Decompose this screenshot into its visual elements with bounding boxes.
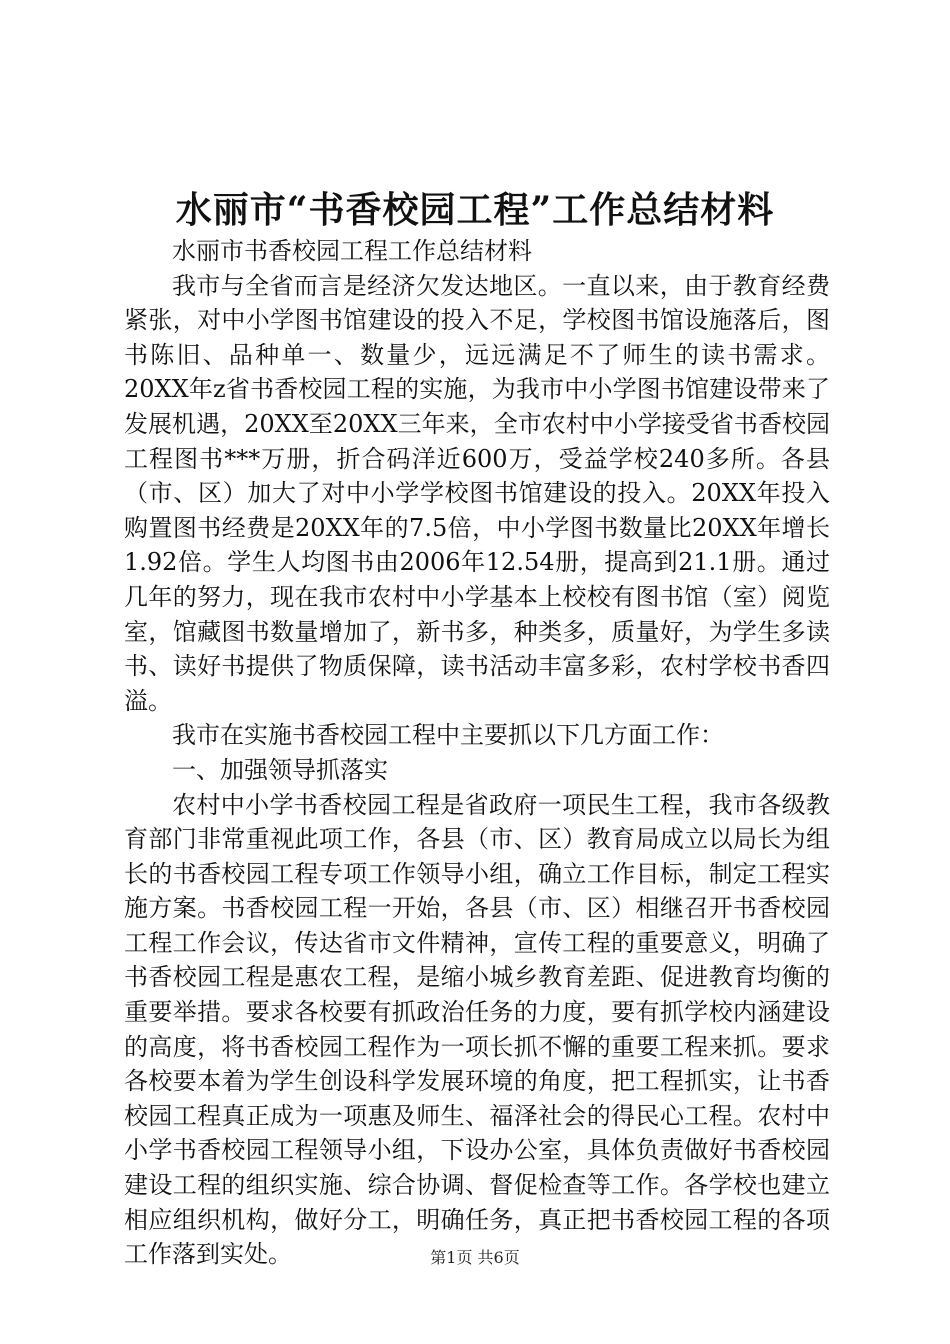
page-number: 第1页 共6页 bbox=[430, 1248, 520, 1267]
body-paragraph-intro: 我市在实施书香校园工程中主要抓以下几方面工作： bbox=[172, 721, 724, 750]
document-title: 水丽市“书香校园工程”工作总结材料 bbox=[175, 189, 775, 231]
body-paragraph-subtitle: 水丽市书香校园工程工作总结材料 bbox=[172, 237, 532, 265]
section-heading: 一、加强领导抓落实 bbox=[172, 755, 388, 784]
body-paragraph-background: 我市与全省而言是经济欠发达地区。一直以来，由于教育经费紧张，对中小学图书馆建设的投入不足，学校图书馆设施落后，图书陈旧、品种单一、数量少，远远满足不了师生的读书需求。20XX年z省书香校园工程的实施，为我市中小学图书馆建设带来了发展机遇，20XX至20XX三年来，全市农村中小学接受省书香校园工程图书***万册，折合码洋近600万，受益学校240多所。各县（市、区）加大了对中小学学校图书馆建设的投入。20XX年投入购置图书经费是20XX年的7.5倍，中小学图书数量比20XX年增长1.92倍。学生人均图书由2006年12.54册，提高到21.1册。通过几年的努力，现在我市农村中小学基本上校校有图书馆（室）阅览室，馆藏图书数量增加了，新书多，种类多，质量好，为学生多读书、读好书提供了物质保障，读书活动丰富多彩，农村学校书香四溢。 bbox=[124, 271, 830, 715]
body-paragraph-leadership: 农村中小学书香校园工程是省政府一项民生工程，我市各级教育部门非常重视此项工作，各县（市、区）教育局成立以局长为组长的书香校园工程专项工作领导小组，确立工作目标，制定工程实施方案。书香校园工程一开始，各县（市、区）相继召开书香校园工程工作会议，传达省市文件精神，宣传工程的重要意义，明确了书香校园工程是惠农工程，是缩小城乡教育差距、促进教育均衡的重要举措。要求各校要有抓政治任务的力度，要有抓学校内涵建设的高度，将书香校园工程作为一项长抓不懈的重要工程来抓。要求各校要本着为学生创设科学发展环境的角度，把工程抓实，让书香校园工程真正成为一项惠及师生、福泽社会的得民心工程。农村中小学书香校园工程领导小组，下设办公室，具体负责做好书香校园建设工程的组织实施、综合协调、督促检查等工作。各学校也建立相应组织机构，做好分工，明确任务，真正把书香校园工程的各项工作落到实处。 bbox=[124, 790, 830, 1269]
document-body bbox=[124, 234, 830, 1272]
